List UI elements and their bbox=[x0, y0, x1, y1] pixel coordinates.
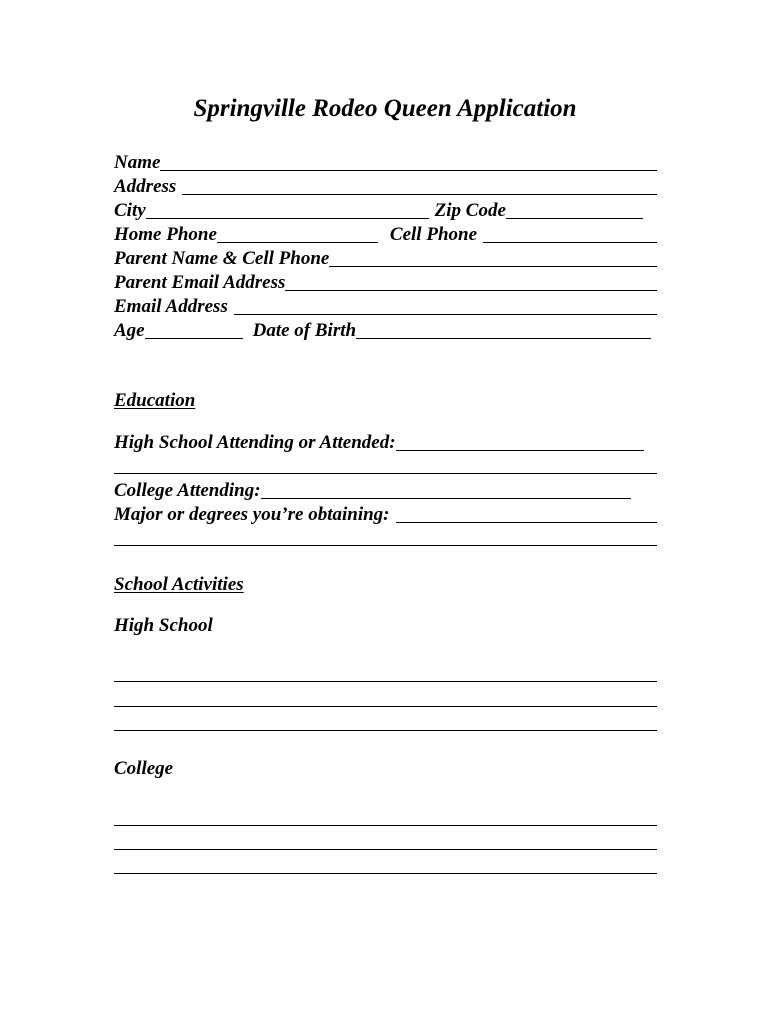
home-phone-field[interactable] bbox=[217, 242, 378, 243]
college-activities-label: College bbox=[114, 758, 174, 779]
phone-row bbox=[114, 222, 657, 246]
parent-name-cell-label: Parent Name & Cell Phone bbox=[114, 248, 330, 269]
city-label: City bbox=[114, 200, 146, 221]
college-attending-row bbox=[114, 478, 631, 502]
name-label: Name bbox=[114, 152, 161, 173]
parent-email-field[interactable] bbox=[285, 290, 657, 291]
email-label: Email Address bbox=[114, 296, 228, 317]
parent-email-row bbox=[114, 270, 657, 294]
education-heading: Education bbox=[114, 390, 196, 411]
major-continuation-line[interactable] bbox=[114, 545, 657, 546]
address-label: Address bbox=[114, 176, 177, 197]
page-title: Springville Rodeo Queen Application bbox=[193, 95, 577, 122]
major-row bbox=[114, 502, 657, 526]
high-school-attended-label: High School Attending or Attended: bbox=[114, 432, 396, 453]
address-field[interactable] bbox=[182, 194, 657, 195]
parent-name-row bbox=[114, 246, 657, 270]
email-field[interactable] bbox=[234, 314, 657, 315]
high-school-activity-line-1[interactable] bbox=[114, 681, 657, 682]
high-school-attended-field[interactable] bbox=[396, 450, 644, 451]
college-attending-field[interactable] bbox=[261, 498, 631, 499]
city-field[interactable] bbox=[146, 218, 429, 219]
age-dob-row bbox=[114, 318, 657, 342]
cell-phone-label: Cell Phone bbox=[389, 224, 478, 245]
high-school-activity-line-2[interactable] bbox=[114, 706, 657, 707]
name-row bbox=[114, 150, 657, 174]
address-row bbox=[114, 174, 657, 198]
high-school-attended-continuation-line[interactable] bbox=[114, 473, 657, 474]
zip-code-field[interactable] bbox=[506, 218, 643, 219]
high-school-activities-label: High School bbox=[114, 615, 213, 636]
college-activity-line-2[interactable] bbox=[114, 849, 657, 850]
parent-name-cell-field[interactable] bbox=[329, 266, 657, 267]
name-field[interactable] bbox=[160, 170, 657, 171]
major-label: Major or degrees you’re obtaining: bbox=[114, 504, 390, 525]
date-of-birth-field[interactable] bbox=[356, 338, 651, 339]
home-phone-label: Home Phone bbox=[114, 224, 217, 245]
high-school-attended-row bbox=[114, 430, 644, 454]
cell-phone-field[interactable] bbox=[483, 242, 657, 243]
parent-email-label: Parent Email Address bbox=[114, 272, 286, 293]
date-of-birth-label: Date of Birth bbox=[252, 320, 357, 341]
major-field[interactable] bbox=[396, 522, 658, 523]
school-activities-heading: School Activities bbox=[114, 574, 244, 595]
college-attending-label: College Attending: bbox=[114, 480, 261, 501]
age-label: Age bbox=[114, 320, 145, 341]
zip-code-label: Zip Code bbox=[434, 200, 506, 221]
college-activity-line-3[interactable] bbox=[114, 873, 657, 874]
age-field[interactable] bbox=[145, 338, 243, 339]
email-row bbox=[114, 294, 657, 318]
college-activity-line-1[interactable] bbox=[114, 825, 657, 826]
city-zip-row bbox=[114, 198, 657, 222]
high-school-activity-line-3[interactable] bbox=[114, 730, 657, 731]
